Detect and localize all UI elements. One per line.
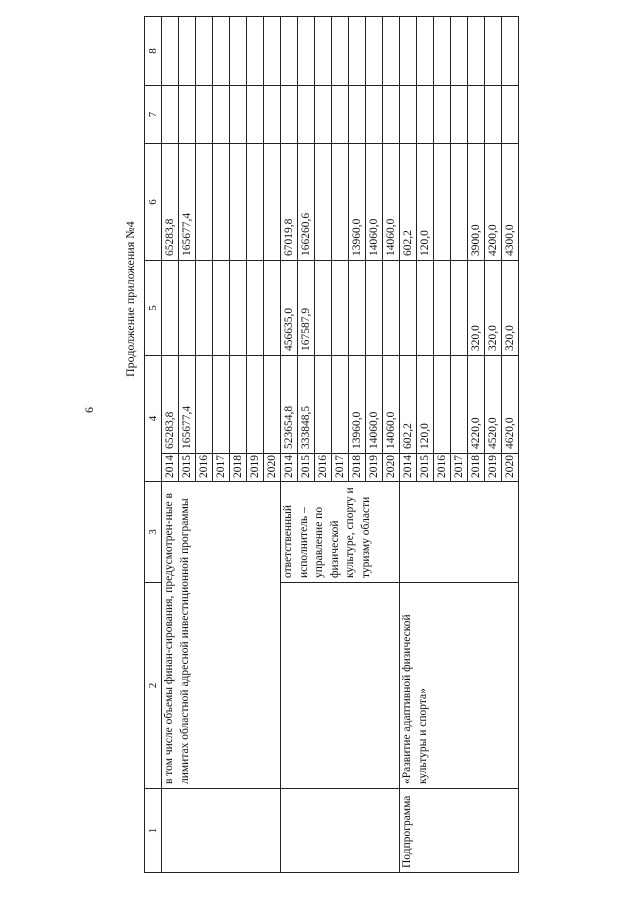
amount-col7-cell — [383, 86, 400, 144]
amount-col8-cell — [315, 17, 332, 86]
amount-federal-cell: 320,0 — [502, 261, 519, 356]
amount-total-cell: 120,0 — [417, 356, 434, 454]
amount-total-cell: 4520,0 — [485, 356, 502, 454]
table-row — [281, 17, 298, 873]
amount-federal-cell — [264, 261, 281, 356]
amount-regional-cell — [247, 144, 264, 261]
amount-total-cell — [315, 356, 332, 454]
financing-table — [144, 16, 519, 873]
year-cell: 2015 — [417, 454, 434, 482]
amount-federal-cell — [349, 261, 366, 356]
amount-federal-cell — [451, 261, 468, 356]
amount-total-cell — [196, 356, 213, 454]
amount-col8-cell — [230, 17, 247, 86]
amount-federal-cell — [315, 261, 332, 356]
header-cell: 6 — [145, 144, 162, 261]
year-cell: 2020 — [264, 454, 281, 482]
amount-col7-cell — [485, 86, 502, 144]
table-header-row — [145, 17, 162, 873]
amount-col8-cell — [162, 17, 179, 86]
amount-col7-cell — [400, 86, 417, 144]
amount-col7-cell — [213, 86, 230, 144]
amount-regional-cell — [230, 144, 247, 261]
amount-col7-cell — [502, 86, 519, 144]
amount-col8-cell — [281, 17, 298, 86]
year-cell: 2017 — [213, 454, 230, 482]
amount-regional-cell — [451, 144, 468, 261]
amount-federal-cell — [247, 261, 264, 356]
amount-col7-cell — [349, 86, 366, 144]
amount-col7-cell — [417, 86, 434, 144]
amount-col7-cell — [264, 86, 281, 144]
header-cell: 3 — [145, 482, 162, 583]
header-cell: 7 — [145, 86, 162, 144]
amount-col7-cell — [179, 86, 196, 144]
table-row — [400, 17, 417, 873]
amount-col8-cell — [451, 17, 468, 86]
amount-col7-cell — [366, 86, 383, 144]
year-cell: 2014 — [400, 454, 417, 482]
year-cell: 2019 — [485, 454, 502, 482]
amount-regional-cell: 165677,4 — [179, 144, 196, 261]
amount-col8-cell — [434, 17, 451, 86]
year-cell: 2020 — [383, 454, 400, 482]
amount-total-cell: 333848,5 — [298, 356, 315, 454]
year-cell: 2016 — [434, 454, 451, 482]
amount-federal-cell: 456635,0 — [281, 261, 298, 356]
amount-regional-cell — [264, 144, 281, 261]
header-cell: 8 — [145, 17, 162, 86]
amount-federal-cell — [230, 261, 247, 356]
amount-total-cell: 523654,8 — [281, 356, 298, 454]
amount-col7-cell — [434, 86, 451, 144]
year-cell: 2014 — [162, 454, 179, 482]
amount-regional-cell — [332, 144, 349, 261]
amount-regional-cell — [315, 144, 332, 261]
amount-col7-cell — [451, 86, 468, 144]
amount-regional-cell: 14060,0 — [366, 144, 383, 261]
responsible-executor — [400, 482, 519, 583]
amount-total-cell: 165677,4 — [179, 356, 196, 454]
amount-total-cell: 602,2 — [400, 356, 417, 454]
amount-federal-cell: 167587,9 — [298, 261, 315, 356]
amount-regional-cell: 13960,0 — [349, 144, 366, 261]
amount-regional-cell: 65283,8 — [162, 144, 179, 261]
year-cell: 2018 — [468, 454, 485, 482]
amount-regional-cell: 166260,6 — [298, 144, 315, 261]
amount-total-cell: 14060,0 — [383, 356, 400, 454]
table-row — [162, 17, 179, 873]
amount-col8-cell — [349, 17, 366, 86]
header-cell: 4 — [145, 356, 162, 482]
amount-col8-cell — [502, 17, 519, 86]
amount-federal-cell — [332, 261, 349, 356]
header-cell: 2 — [145, 583, 162, 789]
amount-federal-cell — [400, 261, 417, 356]
year-cell: 2019 — [247, 454, 264, 482]
amount-federal-cell: 320,0 — [468, 261, 485, 356]
amount-federal-cell — [383, 261, 400, 356]
amount-regional-cell: 120,0 — [417, 144, 434, 261]
amount-total-cell — [230, 356, 247, 454]
amount-col8-cell — [468, 17, 485, 86]
amount-col7-cell — [332, 86, 349, 144]
amount-regional-cell: 67019,8 — [281, 144, 298, 261]
amount-federal-cell — [196, 261, 213, 356]
year-cell: 2015 — [179, 454, 196, 482]
year-cell: 2018 — [349, 454, 366, 482]
amount-total-cell: 65283,8 — [162, 356, 179, 454]
header-cell: 1 — [145, 789, 162, 873]
year-cell: 2019 — [366, 454, 383, 482]
amount-col8-cell — [417, 17, 434, 86]
amount-regional-cell — [196, 144, 213, 261]
amount-col8-cell — [366, 17, 383, 86]
amount-total-cell — [247, 356, 264, 454]
section-label — [281, 789, 400, 873]
amount-col8-cell — [179, 17, 196, 86]
amount-col8-cell — [213, 17, 230, 86]
amount-col8-cell — [485, 17, 502, 86]
amount-federal-cell — [434, 261, 451, 356]
year-cell: 2015 — [298, 454, 315, 482]
amount-col8-cell — [247, 17, 264, 86]
year-cell: 2016 — [196, 454, 213, 482]
amount-col8-cell — [298, 17, 315, 86]
rotated-page-content — [111, 17, 534, 887]
section-description: «Развитие адаптивной физической культуры и спорта» — [400, 583, 519, 789]
amount-federal-cell — [366, 261, 383, 356]
amount-regional-cell — [213, 144, 230, 261]
amount-federal-cell — [213, 261, 230, 356]
amount-total-cell — [213, 356, 230, 454]
amount-col8-cell — [196, 17, 213, 86]
amount-federal-cell — [179, 261, 196, 356]
amount-total-cell: 4220,0 — [468, 356, 485, 454]
page-number: 6 — [82, 407, 96, 413]
amount-regional-cell: 4200,0 — [485, 144, 502, 261]
year-cell: 2014 — [281, 454, 298, 482]
amount-col7-cell — [230, 86, 247, 144]
amount-col8-cell — [383, 17, 400, 86]
amount-total-cell: 4620,0 — [502, 356, 519, 454]
amount-total-cell — [264, 356, 281, 454]
amount-col7-cell — [315, 86, 332, 144]
amount-total-cell — [434, 356, 451, 454]
year-cell: 2017 — [332, 454, 349, 482]
amount-col8-cell — [332, 17, 349, 86]
amount-total-cell: 13960,0 — [349, 356, 366, 454]
amount-col7-cell — [281, 86, 298, 144]
amount-col7-cell — [298, 86, 315, 144]
section-description: в том числе объемы финан-сирования, предусмотрен-ные в лимитах областной адресной инвестиционной программы — [162, 482, 281, 789]
section-label: Подпрограмма — [400, 789, 519, 873]
amount-total-cell: 14060,0 — [366, 356, 383, 454]
amount-federal-cell — [417, 261, 434, 356]
amount-federal-cell — [162, 261, 179, 356]
year-cell: 2016 — [315, 454, 332, 482]
continuation-title: Продолжение приложения №4 — [123, 221, 137, 377]
amount-col7-cell — [162, 86, 179, 144]
amount-regional-cell: 3900,0 — [468, 144, 485, 261]
amount-col7-cell — [196, 86, 213, 144]
amount-federal-cell: 320,0 — [485, 261, 502, 356]
section-description — [281, 583, 400, 789]
amount-regional-cell: 602,2 — [400, 144, 417, 261]
amount-col7-cell — [247, 86, 264, 144]
amount-regional-cell: 14060,0 — [383, 144, 400, 261]
amount-col8-cell — [400, 17, 417, 86]
amount-total-cell — [451, 356, 468, 454]
year-cell: 2020 — [502, 454, 519, 482]
year-cell: 2018 — [230, 454, 247, 482]
amount-total-cell — [332, 356, 349, 454]
header-cell: 5 — [145, 261, 162, 356]
year-cell: 2017 — [451, 454, 468, 482]
responsible-executor: ответственный исполнитель – управление по физической культуре, спорту и туризму области — [281, 482, 400, 583]
amount-col7-cell — [468, 86, 485, 144]
section-label — [162, 789, 281, 873]
amount-regional-cell — [434, 144, 451, 261]
amount-col8-cell — [264, 17, 281, 86]
amount-regional-cell: 4300,0 — [502, 144, 519, 261]
